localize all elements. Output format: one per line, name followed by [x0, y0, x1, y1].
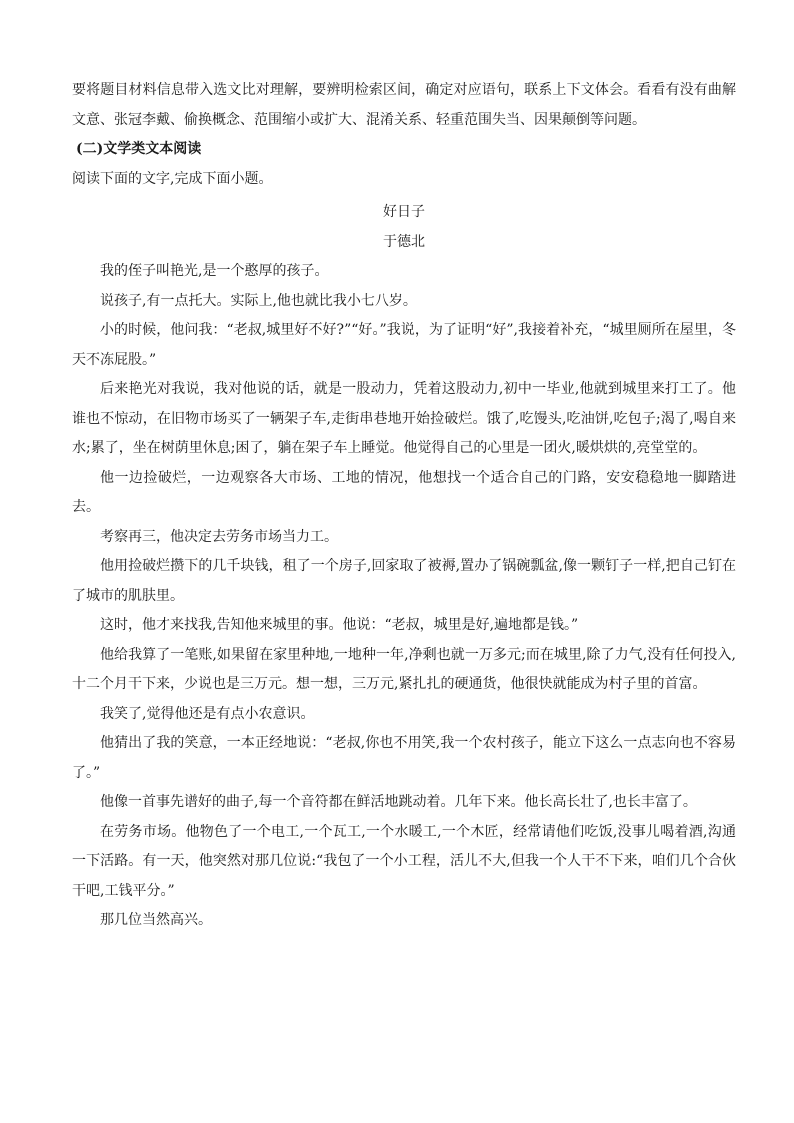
story-paragraph: 小的时候，他问我：“老叔,城里好不好?”“好。”我说，为了证明“好”,我接着补充，“城里厕所在屋里，冬天不冻屁股。”	[72, 322, 736, 368]
story-paragraph: 他一边捡破烂，一边观察各大市场、工地的情况，他想找一个适合自己的门路，安安稳稳地一脚踏进去。	[72, 469, 736, 515]
intro-paragraph: 要将题目材料信息带入选文比对理解，要辨明检索区间，确定对应语句，联系上下文体会。看看有没有曲解文意、张冠李戴、偷换概念、范围缩小或扩大、混淆关系、轻重范围失当、因果颠倒等问题。	[72, 82, 736, 128]
reading-instruction: 阅读下面的文字,完成下面小题。	[72, 170, 273, 187]
story-paragraph: 在劳务市场。他物色了一个电工,一个瓦工,一个水暖工,一个木匠，经常请他们吃饭,没事儿喝着酒,沟通一下活路。有一天，他突然对那几位说:“我包了一个小工程，活儿不大,但我一个人干不下来，咱们几个合伙干吧,工钱平分。”	[72, 823, 736, 899]
story-paragraph: 我笑了,觉得他还是有点小农意识。	[100, 705, 315, 722]
story-paragraph: 考察再三，他决定去劳务市场当力工。	[100, 528, 338, 545]
story-paragraph: 说孩子,有一点托大。实际上,他也就比我小七八岁。	[100, 292, 417, 309]
story-title: 好日子	[383, 204, 425, 220]
story-paragraph: 这时，他才来找我,告知他来城里的事。他说：“老叔，城里是好,遍地都是钱。”	[100, 617, 579, 633]
story-paragraph: 他像一首事先谱好的曲子,每一个音符都在鲜活地跳动着。几年下来。他长高长壮了,也长丰富了。	[100, 794, 697, 810]
story-author: 于德北	[383, 233, 425, 250]
section-heading: (二)文学类文本阅读	[76, 141, 202, 157]
story-paragraph: 他给我算了一笔账,如果留在家里种地,一地种一年,净剩也就一万多元;而在城里,除了力气,没有任何投入,十二个月干下来，少说也是三万元。想一想，三万元,紧扎扎的硬通货，他很快就能成为村子里的首富。	[72, 646, 736, 692]
story-paragraph: 后来艳光对我说，我对他说的话，就是一股动力，凭着这股动力,初中一毕业,他就到城里来打工了。他谁也不惊动，在旧物市场买了一辆架子车,走街串巷地开始捡破烂。饿了,吃馒头,吃油饼,吃包子;渴了,喝自来水;累了，坐在树荫里休息;困了，躺在架子车上睡觉。他觉得自己的心里是一团火,暖烘烘的,亮堂堂的。	[72, 381, 736, 456]
story-paragraph: 我的侄子叫艳光,是一个憨厚的孩子。	[100, 263, 329, 279]
story-paragraph: 那几位当然高兴。	[100, 912, 212, 928]
story-paragraph: 他用捡破烂攒下的几千块钱，租了一个房子,回家取了被褥,置办了锅碗瓢盆,像一颗钉子一样,把自己钉在了城市的肌肤里。	[72, 558, 736, 604]
story-paragraph: 他猜出了我的笑意，一本正经地说：“老叔,你也不用笑,我一个农村孩子，能立下这么一点志向也不容易了。”	[72, 735, 736, 781]
